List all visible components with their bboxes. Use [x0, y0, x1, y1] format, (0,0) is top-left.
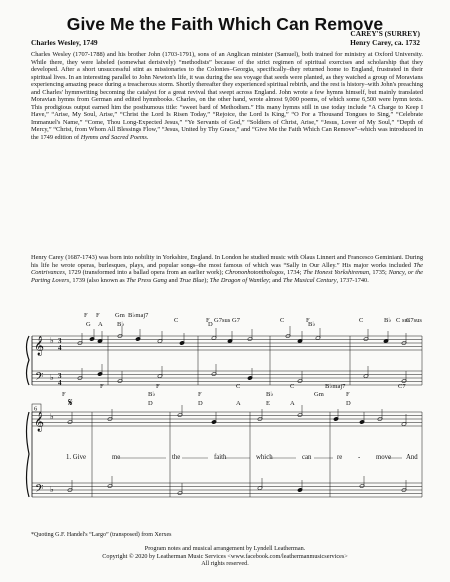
chord-symbol: F: [96, 312, 100, 319]
chord-symbol: F: [306, 317, 310, 324]
carey-text-o: ; and: [268, 276, 282, 284]
chord-symbol: B♭maj7: [128, 312, 149, 319]
chord-symbol: F: [156, 383, 160, 390]
carey-text-q: , 1737-1740.: [336, 276, 369, 284]
carey-work-8: The Musical Century: [282, 276, 337, 284]
bass-note-symbol: D: [198, 400, 203, 407]
key-flat-icon: ♭: [50, 412, 54, 421]
measure-number: 6: [34, 405, 38, 413]
footnote: *Quoting G.F. Handel's “Largo” (transposed) from Xerxes: [31, 532, 172, 538]
carey-text-g: , 1735;: [369, 269, 387, 277]
segno-icon: 𝄋: [68, 397, 73, 409]
chord-symbol: F: [84, 312, 88, 319]
carey-work-7: The Dragon of Wantley: [209, 276, 269, 284]
chord-symbol: B♭: [148, 391, 156, 398]
composer-credit: Henry Carey, ca. 1732: [350, 37, 420, 47]
system2-chords: [62, 382, 406, 407]
footer-line-2: Copyright © 2020 by Leatherman Music Services <www.facebook.com/leathermanmusicservices>: [102, 552, 348, 560]
time-sig-bottom: 4: [58, 379, 62, 387]
chord-symbol: F: [62, 391, 66, 398]
chord-symbol: B♭: [384, 317, 392, 324]
lyric-syllable: 1. Give: [66, 454, 87, 461]
chord-symbol: C: [290, 383, 295, 390]
carey-work-3: The Honest Yorkshireman: [303, 269, 370, 277]
carey-text-c: , 1729 (transformed into a ballad opera from an earlier work);: [64, 269, 224, 277]
wesley-text: Charles Wesley (1707-1788) and his brother John (1703-1791), sons of an Anglican minister (Samuel), both trained for ministry at Oxford University. While there, they were labeled (somewhat derisively) “methodists” because of the strict regimen of spiritual exercises and scholarship that they developed. After a short unsuccessful stint as missionaries to the Colonies–Georgia, specifically–they returned home to England, frustrated in their spiritual lives. In an interesting parallel to John Newton's life, it was during the sea voyage that seeds were planted, as they watched a group of Moravians experiencing amazing peace during a treacherous storm. Shortly thereafter they experienced spiritual rebirth, and the rest is history–with John's preaching and Charles' hymnwriting becoming the catalyst for a great revival that swept across England. John wrote a few hymns himself, but mainly translated Moravian hymns from German and edited hymnbooks. Charles, on the other hand, wrote almost 9,000 poems, of which some 6,500 were hymn texts. This prodigious output earned him the posthumous title: “sweet bard of Methodism.” His many hymns still in use today include “A Charge to Keep I Have,” “Arise, My Soul, Arise,” “Christ the Lord Is Risen Today,” “Rejoice, the Lord Is King,” “O For a Thousand Tongues to Sing,” “Celebrate Immanuel's Name,” “Come, Thou Long-Expected Jesus,” “Ye Servants of God,” “Soldiers of Christ, Arise,” “Jesus, Lover of My Soul,” “Depth of Mercy,” “Christ, from Whom All Blessings Flow,” “Jesus, United by Thy Grace,” and “Give Me the Faith Which Can Remove”–which was introduced in the 1749 edition of: [31, 51, 423, 142]
bass-clef-icon: 𝄢: [35, 482, 44, 497]
bass-note-symbol: B♭: [308, 321, 316, 328]
chord-symbol: B♭: [266, 391, 274, 398]
bass-note-symbol: A: [290, 400, 295, 407]
chord-symbol: C: [280, 317, 285, 324]
treble-clef-icon: 𝄞: [34, 336, 45, 355]
carey-work-1: The Contrivances: [31, 261, 423, 277]
footer-line-1: Program notes and musical arrangement by Lyndell Leatherman.: [144, 545, 306, 552]
bass-note-symbol: D: [346, 400, 351, 407]
chord-symbol: Gm: [314, 391, 324, 398]
bass-note-symbol: G: [86, 321, 91, 328]
bass-note-symbol: D: [208, 321, 213, 328]
chord-symbol: F: [206, 317, 210, 324]
lyric-syllable: the: [172, 454, 181, 461]
lyric-syllable: -: [358, 454, 361, 461]
lyric-syllable: which: [256, 454, 273, 461]
chord-symbol: C7: [398, 383, 406, 390]
system1-chords: [84, 311, 422, 328]
system2-lyrics: [66, 454, 418, 461]
chord-symbol: B♭maj7: [325, 383, 346, 390]
bass-clef-icon: 𝄢: [35, 370, 44, 385]
bass-note-symbol: A: [98, 321, 103, 328]
footer-line-3: All rights reserved.: [201, 560, 249, 568]
bass-staff-1: [32, 371, 422, 385]
lyric-syllable: me: [112, 454, 121, 461]
chord-symbol: F: [198, 391, 202, 398]
chord-symbol: G7sus: [214, 317, 231, 324]
bass-staff-2: [32, 483, 422, 497]
chord-symbol: C: [236, 383, 241, 390]
key-flat-icon: ♭: [50, 373, 54, 382]
bass-note-symbol: B♭: [117, 321, 125, 328]
chord-symbol: F: [346, 391, 350, 398]
page-title: Give Me the Faith Which Can Remove: [66, 14, 384, 34]
chord-symbol: G7: [232, 317, 240, 324]
treble-staff-2: [32, 412, 422, 426]
music-system-1: [27, 336, 423, 385]
time-sig-bottom: 4: [58, 344, 62, 352]
lyricist-credit: Charles Wesley, 1749: [31, 38, 98, 47]
wesley-italic: Hymns and Sacred Poems.: [80, 134, 149, 142]
key-flat-icon: ♭: [50, 485, 54, 494]
carey-work-4: Nancy, or the Parting Lovers: [31, 269, 423, 284]
bass-note-symbol: A: [236, 400, 241, 407]
lyric-syllable: And: [406, 454, 418, 461]
carey-work-2: Chrononhotonthologos: [225, 269, 284, 277]
system2-notes: [67, 405, 406, 495]
tune-name: CAREY'S (SURREY): [350, 29, 420, 38]
chord-symbol: C: [174, 317, 179, 324]
bass-note-symbol: D: [148, 400, 153, 407]
bass-note-symbol: E: [266, 400, 270, 407]
footer-credits: [0, 545, 450, 568]
carey-work-6: True Blue: [179, 276, 205, 284]
lyric-syllable: re: [337, 454, 343, 461]
chord-symbol: Gm: [115, 312, 125, 319]
lyric-syllable: can: [302, 454, 312, 461]
carey-text-m: );: [204, 276, 209, 284]
time-sig-top: 3: [58, 337, 62, 345]
lyric-syllable: move: [376, 454, 392, 461]
carey-text-e: , 1734;: [283, 269, 302, 277]
carey-text-i: , 1739 (also known as: [69, 276, 125, 284]
carey-text-k: and: [168, 276, 178, 284]
time-sig-top: 3: [58, 372, 62, 380]
chord-symbol: C sus: [396, 317, 411, 324]
chord-symbol: C: [359, 317, 364, 324]
key-flat-icon: ♭: [50, 336, 54, 345]
system1-clefs: [34, 336, 62, 387]
chord-symbol: C7sus: [406, 317, 422, 324]
carey-text-a: Henry Carey (1687-1743) was born into nobility in Yorkshire, England. In London he studied music with Olaus Linnert and Francesco Geminiani. During his life he wrote operas, burlesques, plays, and popular songs–the most famous of which was “Sally in Our Alley.” His major works included: [31, 254, 423, 269]
chord-symbol: F: [100, 383, 104, 390]
treble-clef-icon: 𝄞: [34, 412, 45, 431]
carey-work-5: The Press Gang: [126, 276, 168, 284]
lyric-syllable: faith: [214, 454, 227, 461]
